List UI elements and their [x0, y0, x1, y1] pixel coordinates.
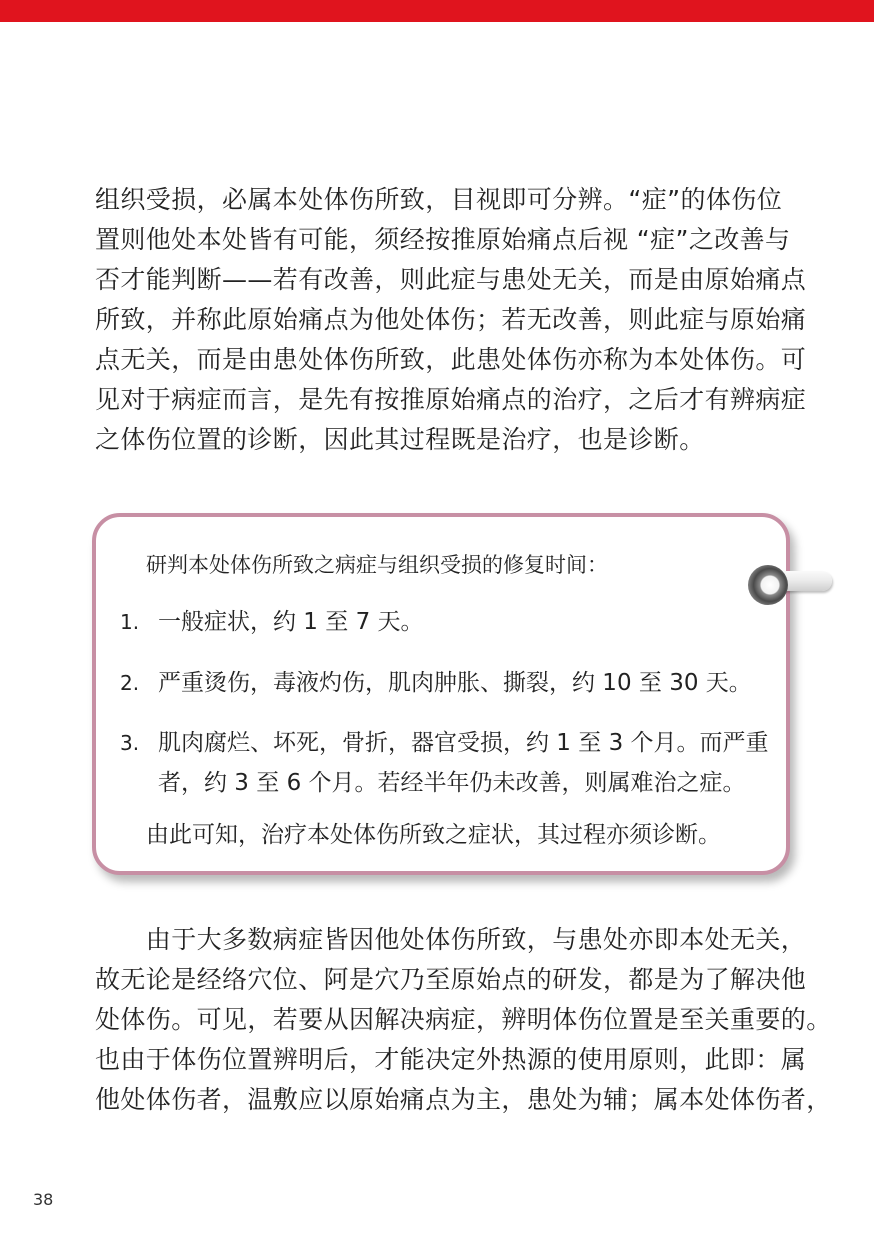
list-item-text: 肌肉腐烂、坏死，骨折，器官受损，约 1 至 3 个月。而严重 [158, 730, 769, 756]
body-paragraph-bottom [95, 920, 832, 1120]
text-line: 他处体伤者，温敷应以原始痛点为主，患处为辅；属本处体伤者， [95, 1085, 832, 1114]
text-line: 故无论是经络穴位、阿是穴乃至原始点的研发，都是为了解决他 [95, 965, 807, 994]
text-line: 组织受损，必属本处体伤所致，目视即可分辨。“症”的体伤位 [95, 185, 783, 214]
page-number: 38 [33, 1190, 54, 1209]
note-list-item [120, 663, 752, 703]
list-number: 2. [120, 671, 140, 695]
text-line: 也由于体伤位置辨明后，才能决定外热源的使用原则，此即：属 [95, 1045, 807, 1074]
text-line: 之体伤位置的诊断，因此其过程既是治疗，也是诊断。 [95, 425, 705, 454]
text-line: 处体伤。可见，若要从因解决病症，辨明体伤位置是至关重要的。 [95, 1005, 832, 1034]
list-item-text: 一般症状，约 1 至 7 天。 [158, 609, 424, 635]
top-red-bar [0, 0, 874, 22]
binder-ring-icon [748, 565, 788, 605]
text-line: 置则他处本处皆有可能，须经按推原始痛点后视 “症”之改善与 [95, 225, 791, 254]
note-card [92, 513, 790, 875]
body-paragraph-top [95, 180, 807, 460]
note-list-item [120, 723, 769, 803]
text-line: 点无关，而是由患处体伤所致，此患处体伤亦称为本处体伤。可 [95, 345, 807, 374]
list-item-text-continued: 者，约 3 至 6 个月。若经半年仍未改善，则属难治之症。 [158, 770, 746, 796]
text-line: 否才能判断——若有改善，则此症与患处无关，而是由原始痛点 [95, 265, 807, 294]
list-item-text: 严重烫伤，毒液灼伤，肌肉肿胀、撕裂，约 10 至 30 天。 [158, 670, 752, 696]
list-number: 1. [120, 610, 140, 634]
text-line: 所致，并称此原始痛点为他处体伤；若无改善，则此症与原始痛 [95, 305, 807, 334]
note-list-item [120, 602, 424, 642]
text-line: 见对于病症而言，是先有按推原始痛点的治疗，之后才有辨病症 [95, 385, 807, 414]
list-number: 3. [120, 731, 140, 755]
text-line: 由于大多数病症皆因他处体伤所致，与患处亦即本处无关， [95, 925, 807, 954]
note-intro: 研判本处体伤所致之病症与组织受损的修复时间： [146, 553, 608, 577]
note-conclusion: 由此可知，治疗本处体伤所致之症状，其过程亦须诊断。 [146, 822, 721, 848]
